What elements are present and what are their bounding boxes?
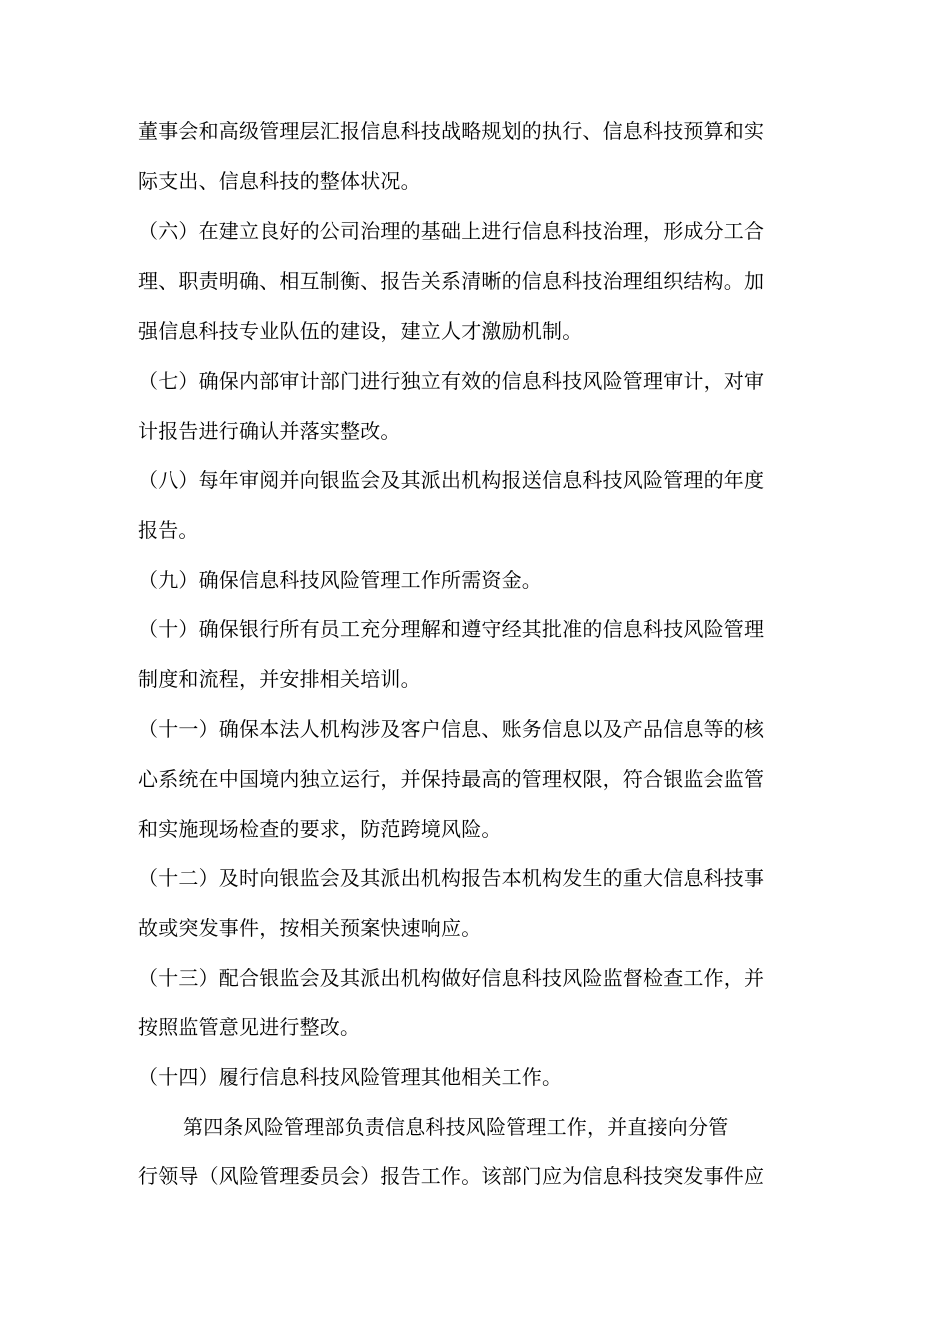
text-line: 际支出、信息科技的整体状况。 bbox=[138, 169, 421, 193]
text-line: （六）在建立良好的公司治理的基础上进行信息科技治理，形成分工合 bbox=[138, 219, 765, 243]
text-line: （十一）确保本法人机构涉及客户信息、账务信息以及产品信息等的核 bbox=[138, 717, 765, 741]
text-line: （七）确保内部审计部门进行独立有效的信息科技风险管理审计，对审 bbox=[138, 369, 765, 393]
text-line: 心系统在中国境内独立运行，并保持最高的管理权限，符合银监会监管 bbox=[138, 767, 765, 791]
text-line: 董事会和高级管理层汇报信息科技战略规划的执行、信息科技预算和实 bbox=[138, 119, 765, 143]
text-line: 和实施现场检查的要求，防范跨境风险。 bbox=[138, 817, 502, 841]
text-line: 故或突发事件，按相关预案快速响应。 bbox=[138, 916, 482, 940]
text-line: （十四）履行信息科技风险管理其他相关工作。 bbox=[138, 1065, 563, 1089]
text-line: （八）每年审阅并向银监会及其派出机构报送信息科技风险管理的年度 bbox=[138, 468, 765, 492]
text-line: （十）确保银行所有员工充分理解和遵守经其批准的信息科技风险管理 bbox=[138, 617, 765, 641]
text-line: 第四条风险管理部负责信息科技风险管理工作，并直接向分管 bbox=[183, 1115, 729, 1139]
text-line: 计报告进行确认并落实整改。 bbox=[138, 419, 401, 443]
text-line: 按照监管意见进行整改。 bbox=[138, 1015, 361, 1039]
text-line: 行领导（风险管理委员会）报告工作。该部门应为信息科技突发事件应 bbox=[138, 1164, 765, 1188]
text-line: 强信息科技专业队伍的建设，建立人才激励机制。 bbox=[138, 319, 583, 343]
text-line: （九）确保信息科技风险管理工作所需资金。 bbox=[138, 568, 542, 592]
text-line: 报告。 bbox=[138, 518, 199, 542]
text-line: （十三）配合银监会及其派出机构做好信息科技风险监督检查工作，并 bbox=[138, 966, 765, 990]
text-line: （十二）及时向银监会及其派出机构报告本机构发生的重大信息科技事 bbox=[138, 866, 765, 890]
text-line: 理、职责明确、相互制衡、报告关系清晰的信息科技治理组织结构。加 bbox=[138, 269, 765, 293]
text-line: 制度和流程，并安排相关培训。 bbox=[138, 667, 421, 691]
